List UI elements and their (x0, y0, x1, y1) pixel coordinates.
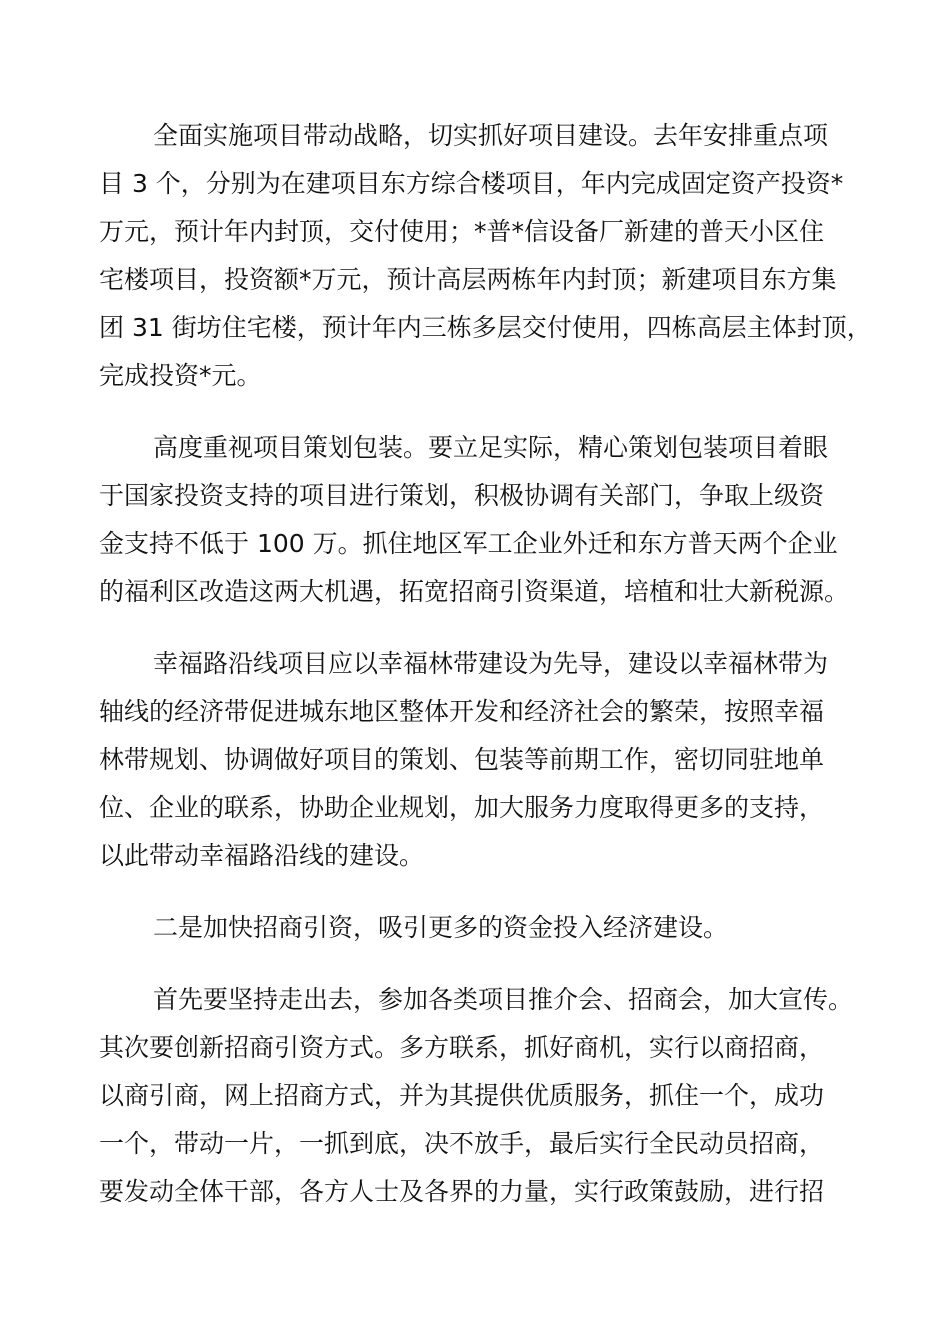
text-line: 高度重视项目策划包装。要立足实际，精心策划包装项目着眼 (153, 433, 829, 462)
section-heading: 二是加快招商引资，吸引更多的资金投入经济建设。 (153, 913, 729, 942)
paragraph-xingfu-road (99, 640, 889, 880)
document-body (99, 112, 889, 1240)
text-line: 于国家投资支持的项目进行策划，积极协调有关部门，争取上级资 (99, 481, 825, 510)
paragraph-project-planning (99, 424, 889, 616)
paragraph-project-construction (99, 112, 889, 400)
text-line: 以商引商，网上招商方式，并为其提供优质服务，抓住一个，成功 (99, 1081, 825, 1110)
text-line: 位、企业的联系，协助企业规划，加大服务力度取得更多的支持， (99, 793, 825, 822)
text-line: 要发动全体干部，各方人士及各界的力量，实行政策鼓励，进行招 (99, 1177, 825, 1206)
text-line: 全面实施项目带动战略，切实抓好项目建设。去年安排重点项 (153, 121, 829, 150)
text-line: 宅楼项目，投资额*万元，预计高层两栋年内封顶；新建项目东方集 (99, 265, 837, 294)
text-line: 以此带动幸福路沿线的建设。 (99, 841, 425, 870)
text-line: 首先要坚持走出去，参加各类项目推介会、招商会，加大宣传。 (153, 985, 854, 1014)
text-line: 团 31 街坊住宅楼，预计年内三栋多层交付使用，四栋高层主体封顶， (99, 313, 872, 342)
text-line: 万元，预计年内封顶，交付使用；*普*信设备厂新建的普天小区住 (99, 217, 825, 246)
text-line: 一个，带动一片，一抓到底，决不放手，最后实行全民动员招商， (99, 1129, 825, 1158)
text-line: 目 3 个，分别为在建项目东方综合楼项目，年内完成固定资产投资* (99, 169, 844, 198)
text-line: 轴线的经济带促进城东地区整体开发和经济社会的繁荣，按照幸福 (99, 697, 825, 726)
text-line: 完成投资*元。 (99, 361, 262, 390)
paragraph-section-heading (99, 904, 889, 952)
text-line: 金支持不低于 100 万。抓住地区军工企业外迁和东方普天两个企业 (99, 529, 838, 558)
paragraph-investment-attraction (99, 976, 889, 1216)
text-line: 的福利区改造这两大机遇，拓宽招商引资渠道，培植和壮大新税源。 (99, 577, 850, 606)
text-line: 幸福路沿线项目应以幸福林带建设为先导，建设以幸福林带为 (153, 649, 829, 678)
text-line: 其次要创新招商引资方式。多方联系，抓好商机，实行以商招商， (99, 1033, 825, 1062)
text-line: 林带规划、协调做好项目的策划、包装等前期工作，密切同驻地单 (99, 745, 825, 774)
